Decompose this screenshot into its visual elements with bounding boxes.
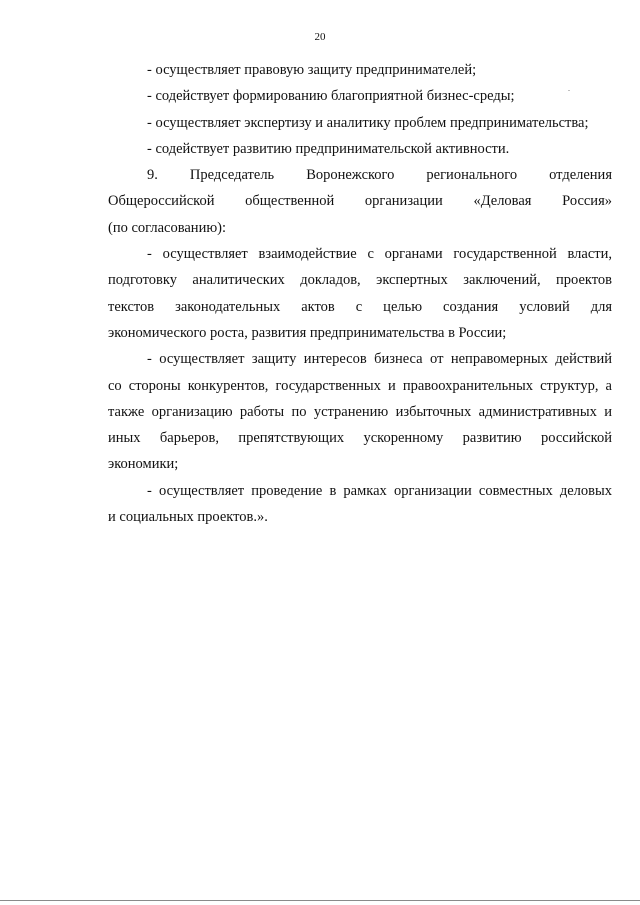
text-line: 9. Председатель Воронежского регионального отделения <box>147 167 612 184</box>
text-line: также организацию работы по устранению избыточных административных и <box>108 403 612 420</box>
text-line: и социальных проектов.». <box>108 509 268 526</box>
text-line: - содействует формированию благоприятной бизнес-среды; <box>147 88 515 105</box>
text-line: экономики; <box>108 456 179 473</box>
text-line: - осуществляет правовую защиту предпринимателей; <box>147 62 477 78</box>
text-line: Общероссийской общественной организации «Деловая Россия» <box>108 193 612 210</box>
text-line: - осуществляет защиту интересов бизнеса от неправомерных действий <box>147 351 612 368</box>
text-line: - осуществляет экспертизу и аналитику проблем предпринимательства; <box>147 114 589 131</box>
text-line: иных барьеров, препятствующих ускоренному развитию российской <box>108 430 612 447</box>
text-line: подготовку аналитических докладов, экспертных заключений, проектов <box>108 272 612 289</box>
scan-edge-line <box>0 900 640 901</box>
text-line: - осуществляет взаимодействие с органами государственной власти, <box>147 246 612 263</box>
text-line: со стороны конкурентов, государственных и правоохранительных структур, а <box>108 377 612 394</box>
text-line: (по согласованию): <box>108 219 227 236</box>
text-line: экономического роста, развития предпринимательства в России; <box>108 324 507 341</box>
text-line: текстов законодательных актов с целью создания условий для <box>108 298 612 315</box>
text-line: - содействует развитию предпринимательской активности. <box>147 140 510 157</box>
page-number: 20 <box>314 31 326 43</box>
text-line: - осуществляет проведение в рамках организации совместных деловых <box>147 482 612 499</box>
document-body <box>108 57 612 530</box>
